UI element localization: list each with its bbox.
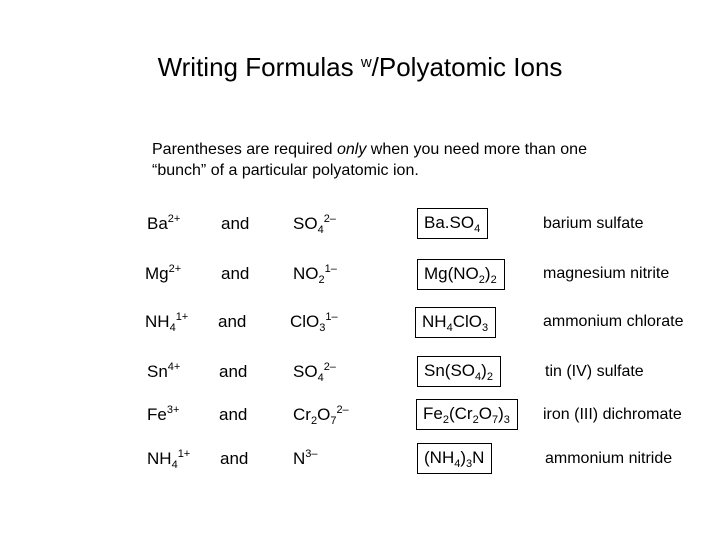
formula-box: $Sn(SO_4)_2$ xyxy=(417,356,501,387)
anion: ClO$_3^{1-}$ xyxy=(290,311,338,334)
slide-title xyxy=(0,52,720,83)
cation: $Ba^{2+}$ xyxy=(147,213,181,233)
and-label: and xyxy=(221,214,250,233)
and-label: and xyxy=(218,312,247,331)
intro-text: Parentheses are required xyxy=(152,141,337,158)
and-label: and xyxy=(219,362,248,381)
and-label: and xyxy=(221,264,250,283)
intro-emphasis: only xyxy=(337,141,367,158)
anion: $Cr_2O_7^{2-}$ xyxy=(293,404,349,427)
title-superscript: w xyxy=(360,54,372,71)
and-label: and xyxy=(219,405,248,424)
formula-box: $(NH_4)_3N$ xyxy=(417,443,492,474)
intro-paragraph xyxy=(152,139,612,181)
cation: $NH_4^{1+}$ xyxy=(145,311,189,334)
compound-name: iron (III) dichromate xyxy=(543,406,682,423)
cation: $Sn^{4+}$ xyxy=(147,361,181,381)
compound-name: ammonium chlorate xyxy=(543,313,684,330)
anion: $SO_4^{2-}$ xyxy=(293,213,336,236)
formula-box: $NH_4ClO_3$ xyxy=(415,307,496,338)
formula-box: $Mg(NO_2)_2$ xyxy=(417,259,505,290)
compound-name: magnesium nitrite xyxy=(543,265,670,282)
compound-name: barium sulfate xyxy=(543,215,644,232)
anion: $SO_4^{2-}$ xyxy=(293,361,336,384)
intro-text-rest: when you need more than one “bunch” of a particular polyatomic ion. xyxy=(152,141,587,179)
compound-name: tin (IV) sulfate xyxy=(545,363,644,380)
anion: $NO_2^{1-}$ xyxy=(293,263,337,286)
cation: $Fe^{3+}$ xyxy=(147,404,180,424)
title-text-rest: /Polyatomic Ions xyxy=(371,52,563,82)
formula-box: $Ba.SO_4$ xyxy=(417,208,488,239)
cation: $NH_4^{1+}$ xyxy=(147,448,191,471)
anion: $N^{3-}$ xyxy=(293,448,318,468)
and-label: and xyxy=(220,449,249,468)
compound-name: ammonium nitride xyxy=(545,450,673,467)
title-text: Writing Formulas xyxy=(157,52,361,82)
formula-box: $Fe_2(Cr_2O_7)_3$ xyxy=(416,399,518,430)
cation: $Mg^{2+}$ xyxy=(145,263,182,283)
